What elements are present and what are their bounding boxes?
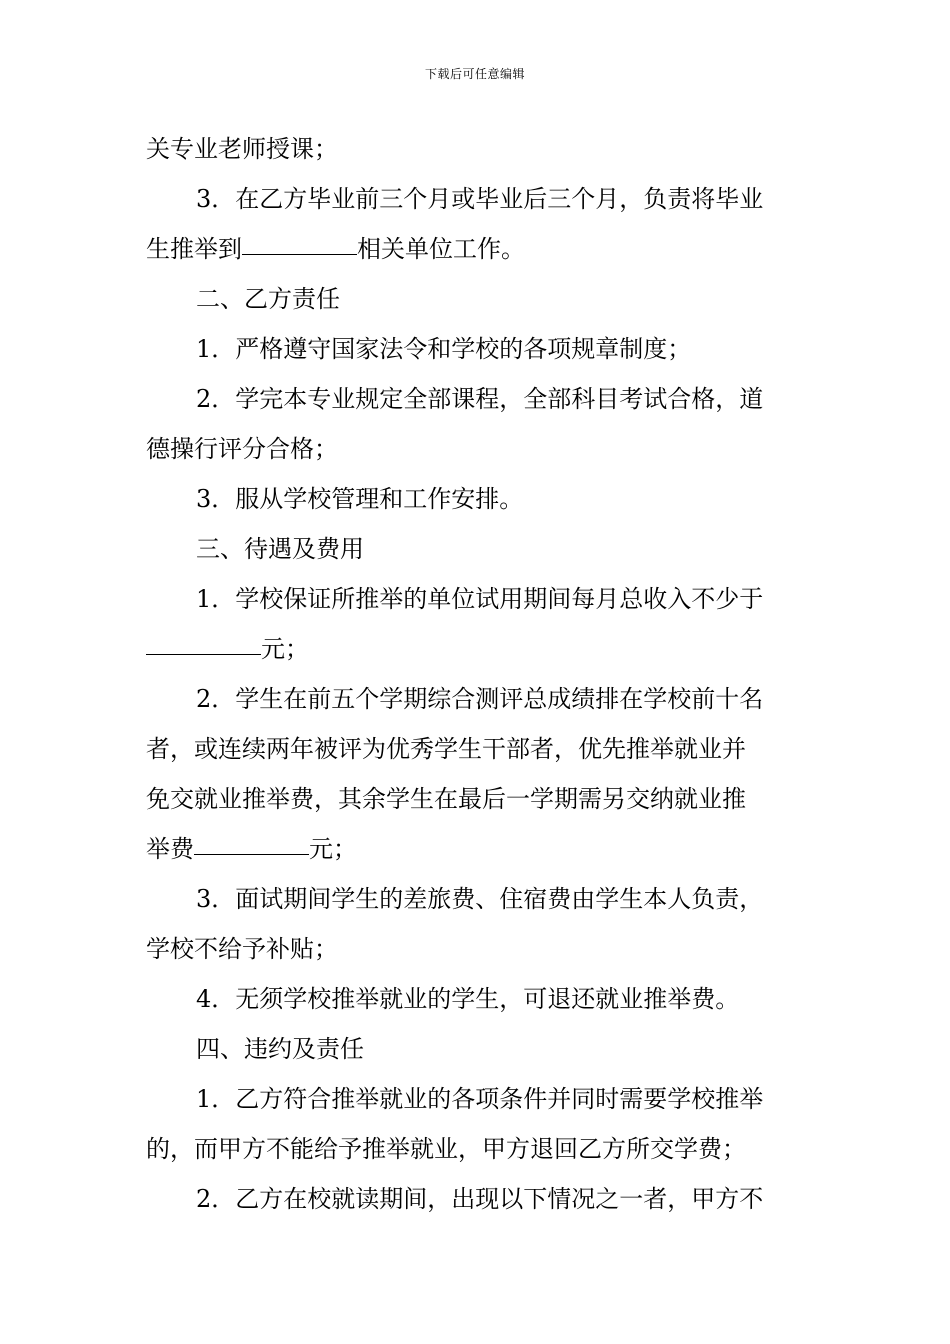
text-segment: 生推举到: [146, 235, 242, 263]
document-body: [146, 124, 812, 1224]
paragraph-line: 2．乙方在校就读期间，出现以下情况之一者，甲方不: [196, 1185, 764, 1213]
paragraph-line: 3．面试期间学生的差旅费、住宿费由学生本人负责，: [196, 885, 764, 913]
paragraph-line: 2．学完本专业规定全部课程，全部科目考试合格，道: [196, 385, 764, 413]
text-segment: 元；: [309, 835, 357, 863]
paragraph-line: 1．严格遵守国家法令和学校的各项规章制度；: [196, 335, 692, 363]
paragraph-line: 3．在乙方毕业前三个月或毕业后三个月，负责将毕业: [196, 185, 764, 213]
paragraph-line: 免交就业推举费，其余学生在最后一学期需另交纳就业推: [146, 785, 746, 813]
paragraph-line: 学校不给予补贴；: [146, 935, 338, 963]
paragraph-line: [146, 624, 812, 674]
section-heading: 三、待遇及费用: [196, 535, 364, 563]
paragraph-line: 2．学生在前五个学期综合测评总成绩排在学校前十名: [196, 685, 764, 713]
paragraph-line: 的，而甲方不能给予推举就业，甲方退回乙方所交学费；: [146, 1135, 746, 1163]
text-segment: 元；: [261, 635, 309, 663]
paragraph-line: 1．学校保证所推举的单位试用期间每月总收入不少于: [196, 585, 764, 613]
paragraph-line: 3．服从学校管理和工作安排。: [196, 485, 524, 513]
paragraph-line: 者，或连续两年被评为优秀学生干部者，优先推举就业并: [146, 735, 746, 763]
paragraph-line: [146, 224, 812, 274]
paragraph-line: 关专业老师授课；: [146, 135, 338, 163]
blank-underline: [146, 624, 261, 655]
text-segment: 举费: [146, 835, 194, 863]
blank-underline: [242, 224, 357, 255]
paragraph-line: [146, 824, 812, 874]
blank-underline: [194, 824, 309, 855]
page-header: 下载后可任意编辑: [424, 67, 525, 81]
paragraph-line: 德操行评分合格；: [146, 435, 338, 463]
text-segment: 相关单位工作。: [357, 235, 525, 263]
paragraph-line: 4．无须学校推举就业的学生，可退还就业推举费。: [196, 985, 740, 1013]
section-heading: 二、乙方责任: [196, 285, 340, 313]
section-heading: 四、违约及责任: [196, 1035, 364, 1063]
paragraph-line: 1．乙方符合推举就业的各项条件并同时需要学校推举: [196, 1085, 764, 1113]
